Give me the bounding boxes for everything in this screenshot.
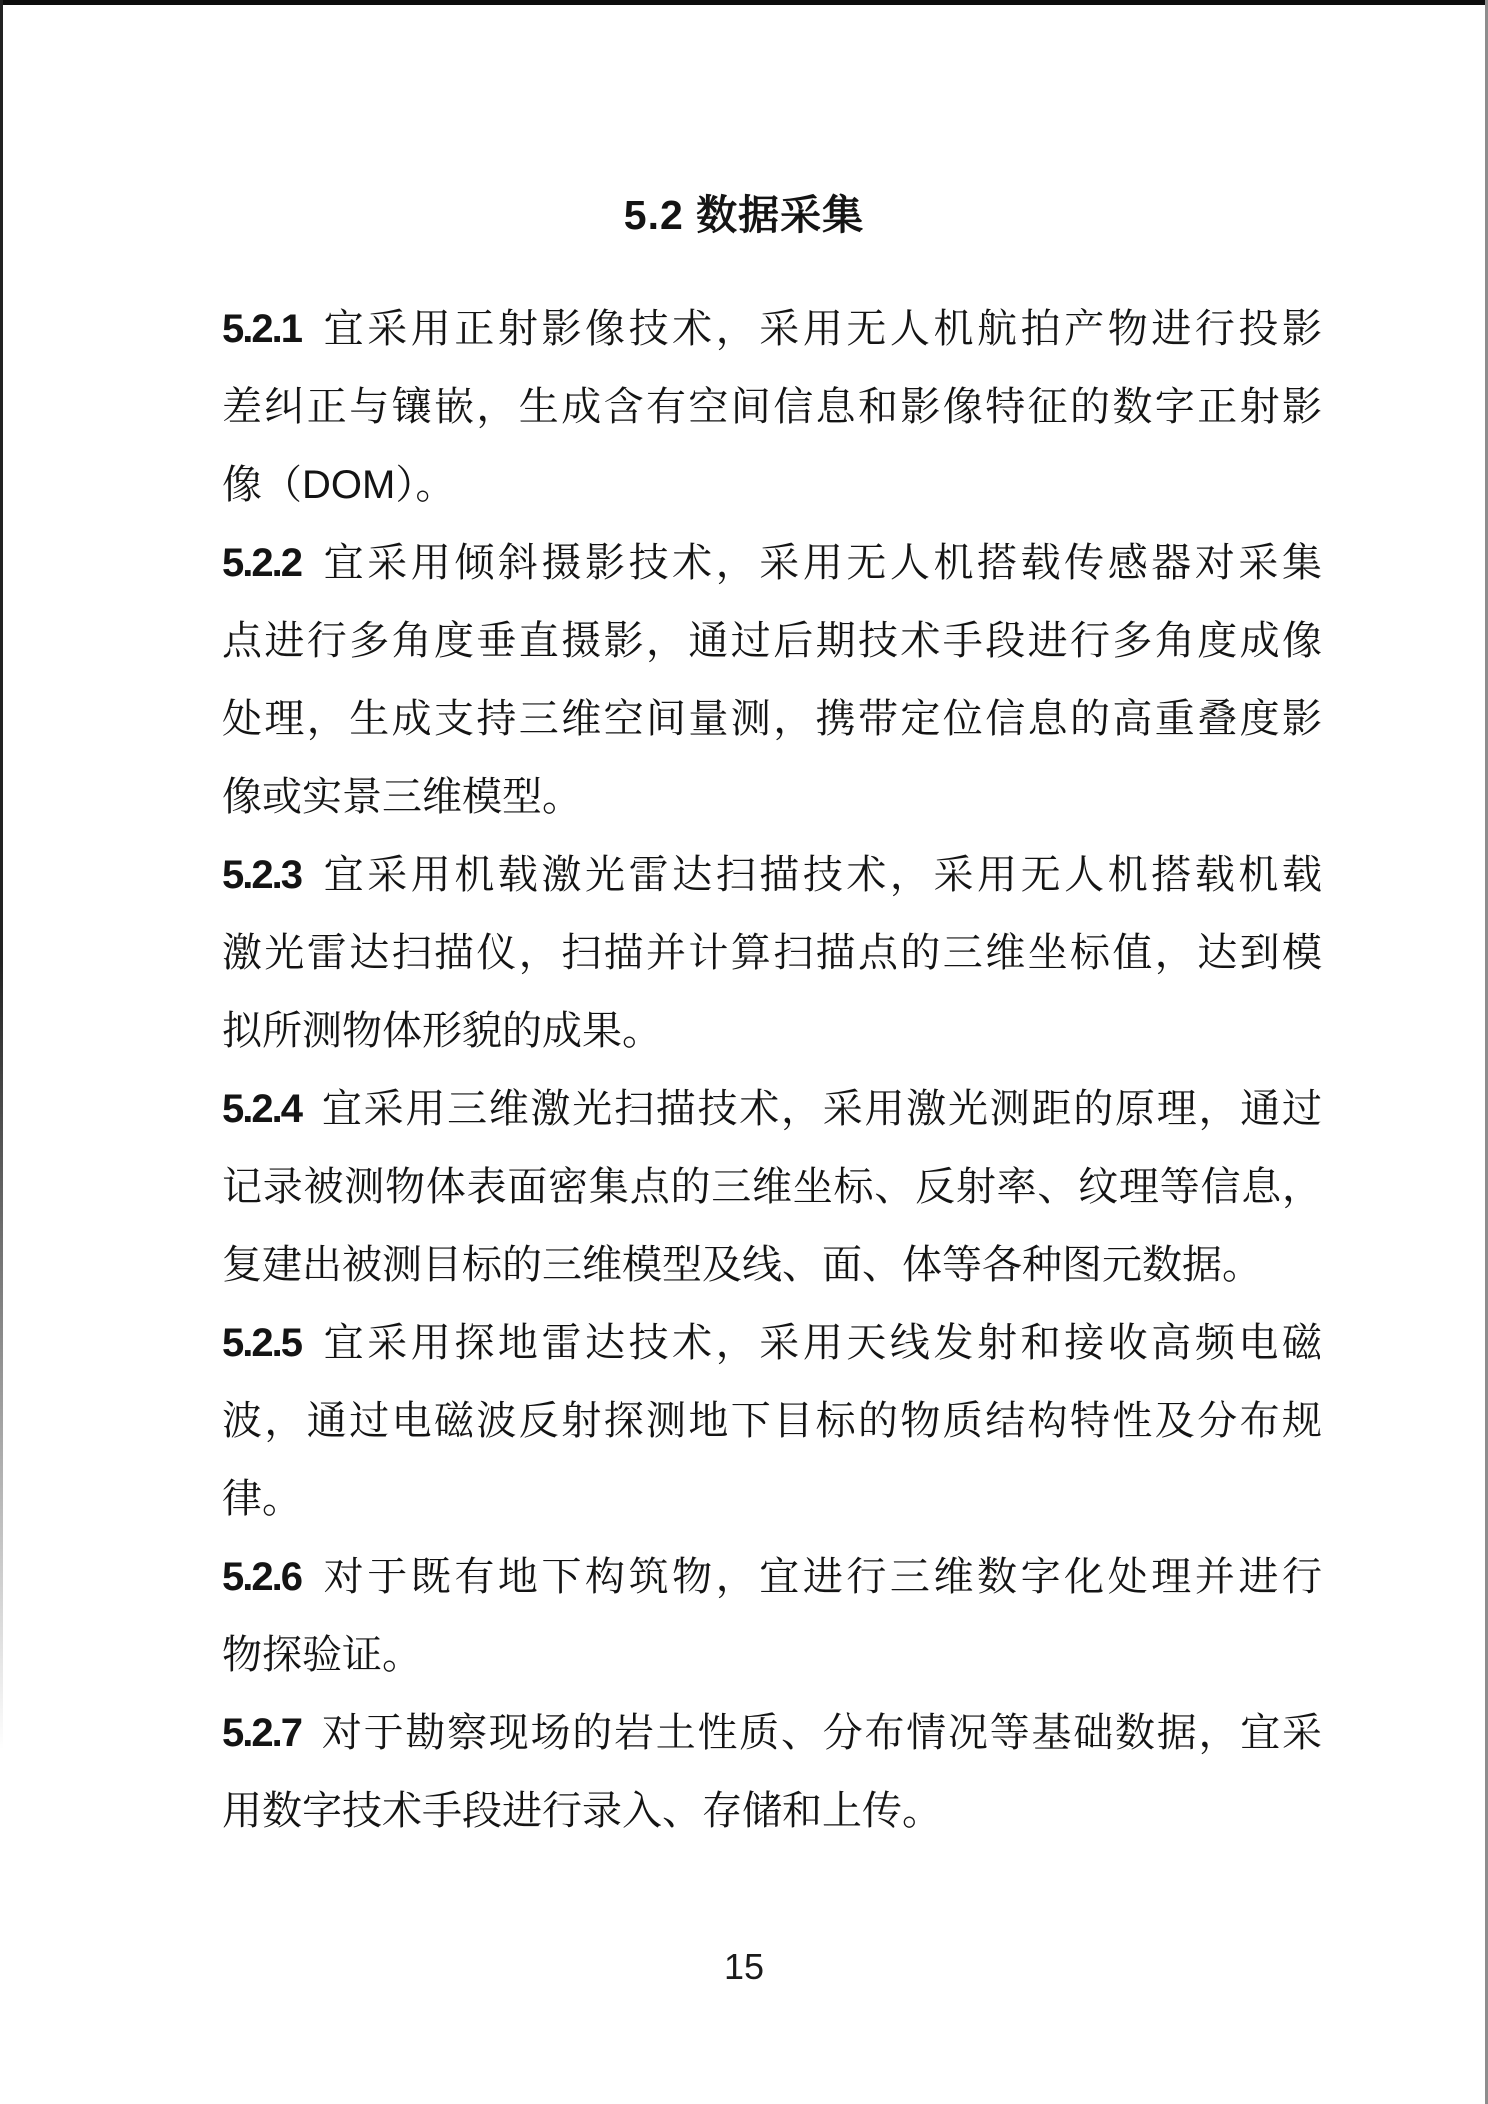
- text-line: 5.2.2 宜采用倾斜摄影技术，采用无人机搭载传感器对采集: [222, 541, 1322, 585]
- text-line: 激光雷达扫描仪，扫描并计算扫描点的三维坐标值，达到模: [222, 931, 1322, 975]
- page-number: 15: [723, 1946, 765, 1987]
- clause-number: 5.2.4: [222, 1087, 301, 1131]
- text-line: 波，通过电磁波反射探测地下目标的物质结构特性及分布规: [222, 1399, 1322, 1443]
- text-line: 处理，生成支持三维空间量测，携带定位信息的高重叠度影: [222, 697, 1322, 741]
- text-line: 点进行多角度垂直摄影，通过后期技术手段进行多角度成像: [222, 619, 1322, 663]
- text-line: 5.2.5 宜采用探地雷达技术，采用天线发射和接收高频电磁: [222, 1321, 1322, 1365]
- text-line: 记录被测物体表面密集点的三维坐标、反射率、纹理等信息，: [222, 1165, 1322, 1209]
- text-line: 像（DOM）。: [222, 463, 456, 507]
- clause-number: 5.2.3: [222, 853, 301, 897]
- text-line: 复建出被测目标的三维模型及线、面、体等各种图元数据。: [222, 1243, 1262, 1287]
- text-line: 5.2.1 宜采用正射影像技术，采用无人机航拍产物进行投影: [222, 307, 1322, 351]
- text-line: 5.2.4 宜采用三维激光扫描技术，采用激光测距的原理，通过: [222, 1087, 1322, 1131]
- page-border-left: [0, 0, 3, 1750]
- text-line: 5.2.6 对于既有地下构筑物，宜进行三维数字化处理并进行: [222, 1555, 1322, 1599]
- clause-number: 5.2.6: [222, 1555, 301, 1599]
- text-line: 律。: [222, 1477, 302, 1521]
- clause-number: 5.2.2: [222, 541, 301, 585]
- section-heading: 5.2 数据采集: [623, 192, 865, 238]
- clause-number: 5.2.5: [222, 1321, 301, 1365]
- text-line: 5.2.3 宜采用机载激光雷达扫描技术，采用无人机搭载机载: [222, 853, 1322, 897]
- text-line: 5.2.7 对于勘察现场的岩土性质、分布情况等基础数据，宜采: [222, 1711, 1322, 1755]
- text-line: 差纠正与镶嵌，生成含有空间信息和影像特征的数字正射影: [222, 385, 1322, 429]
- text-line: 物探验证。: [222, 1633, 422, 1677]
- text-line: 拟所测物体形貌的成果。: [222, 1009, 662, 1053]
- text-line: 用数字技术手段进行录入、存储和上传。: [222, 1789, 942, 1833]
- page-border-top: [0, 0, 1488, 5]
- clause-number: 5.2.7: [222, 1711, 301, 1755]
- text-line: 像或实景三维模型。: [222, 775, 582, 819]
- content: [222, 290, 1322, 1850]
- clause-number: 5.2.1: [222, 307, 301, 351]
